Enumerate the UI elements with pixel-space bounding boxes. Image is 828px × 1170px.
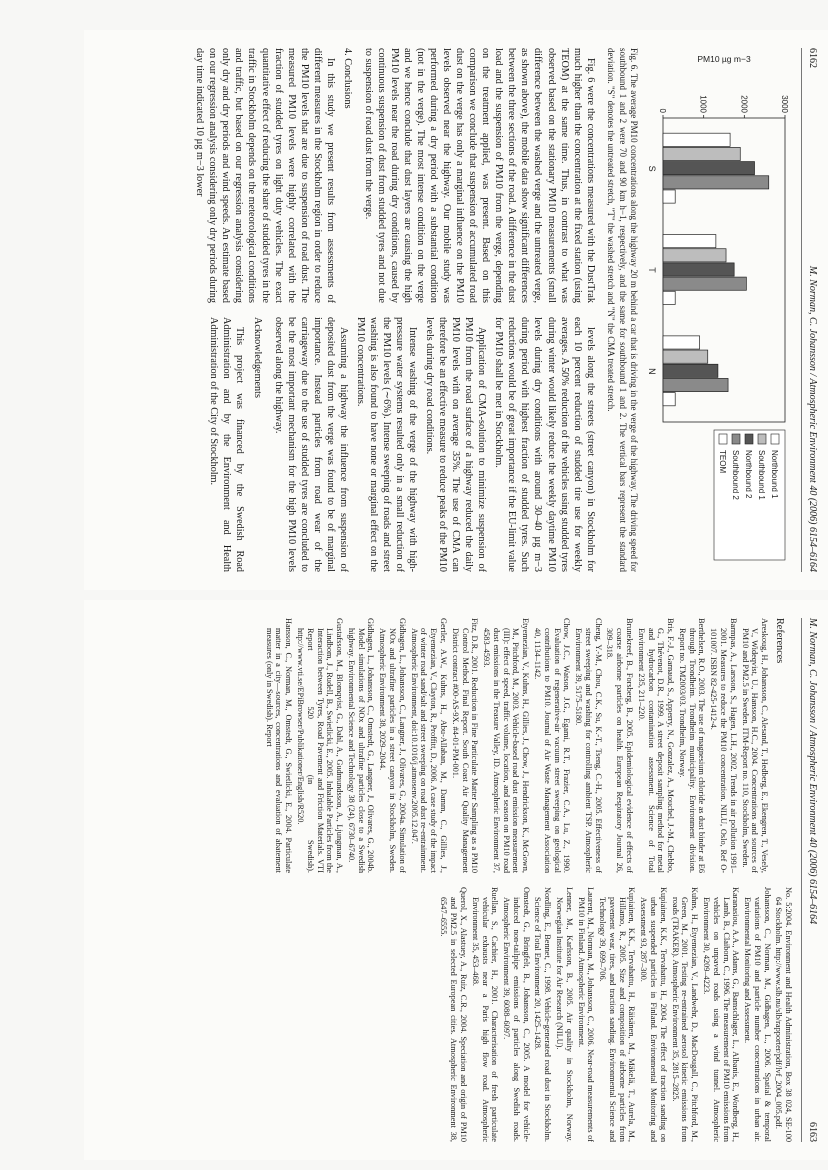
reference-entry: Fitz, D.R., 2001. Reduction in Fine Particulate Matter Sampling as a PM10 Control Method. Final Report. South Coast Air Quality Management District contract #00-AS-9X. #4-01-PM-001. <box>450 618 480 873</box>
legend-swatch <box>719 434 727 444</box>
category-label: T <box>647 267 658 273</box>
bar <box>663 249 726 262</box>
reference-entry: Ruellan, S., Cachier, H., 2001. Characterisation of fresh particulate vehicular exhausts near a Paris high flow road. Atmospheric Environment 35, 453–468. <box>470 887 500 1142</box>
section-heading-references: References <box>774 618 786 664</box>
bar <box>663 291 675 304</box>
running-head-title: M. Norman, C. Johansson / Atmospheric Environment 40 (2006) 6154–6164 <box>807 265 818 572</box>
acknowledgement-text: This project was financed by the Swedish Road Administration and by the Environment and Health Administration of the City of Stockholm. <box>208 317 246 572</box>
bar <box>663 147 740 160</box>
running-head <box>801 618 818 1142</box>
reference-entry: Chow, J.C., Watson, J.G., Egami, R.T., Frazier, C.A., Lu, Z., 1990. Evaluation of regenerative-air vacuum street sweeping on geological contributions to PM10. Journal of Air Waste Management Association 40, 1134–1142. <box>532 618 572 873</box>
legend-swatch <box>732 434 740 444</box>
body-paragraph: Intense washing of the verge of the highway with high-pressure water systems resulted only in a small reduction of the PM10 levels (∼6%). Intense sweeping of roads and street washing is also found to have none or marginal effect on the PM10 concentrations. <box>354 317 419 572</box>
y-tick-label: 1000 <box>698 95 708 113</box>
body-paragraph: In this study we present results from assessments of different measures in the Stockholm region in order to reduce the PM10 levels that are due to suspension of road dust. The measured PM10 levels were highly correlated with the fraction of studded tyres on light duty vehicles. The exact quantitative effect of reducing the share of studded tyres in the traffic in Stockholm depends on the meteorological conditions and traffic, but based on our regression analysis considering only dry and dry periods and wind speeds. An estimate based on our regression analysis considering only dry periods during day time indicated 10 µg m−3 lower <box>194 48 336 303</box>
reference-entry: Etyemezian, V., Kuhns, H., Gillies, J., Chow, J., Hendrickson, K., McGown, M., Pitchford, M., 2003. Vehicle-based road dust emission measurement (III): effect of speed, traffic volume, location, and season on PM10 road dust emissions in the Treasure Valley, ID. Atmospheric Environment 37, 4583–4593. <box>482 618 531 873</box>
reference-entry: Nordling, E., Bennet, C., 1998. Vehicle-generated road dust in Stockholm. Science of Total Environment 20, 1425–1428. <box>533 887 553 1142</box>
bar <box>663 393 675 406</box>
bar <box>663 162 755 175</box>
reference-entry: Kuhns, H., Etyemezian, V., Landwehr, D., MacDougall, C., Pitchford, M., Green, M., 2001. Testing re-entrained aerosol kinetic emissions from roads (TRAKER). Atmospheric Environment 35, 2815–2825. <box>670 887 700 1142</box>
bar <box>663 190 675 203</box>
reference-entry: Areskoug, H., Johansson, C., Alesand, T., Hedberg, E., Ekengren, T., Vesely, V., Wideqvist, U., Hansson, H.C., 2004. Concentrations and sources of PM10 and PM2.5 in Sweden. ITM-Report no. 110, Stockholm, Sweden. <box>740 618 770 873</box>
reference-entry: Gertler, A.W., Kuhns, H., Abu-Allaban, M., Damm, C., Gillies, J., Etyemezian, V., Clayton, R., Proffitt, D., 2006. A case study of the impact of winter road sand/salt and street sweeping on road dust re-entrainment. Atmospheric Environment, doi:10.1016/j.atmosenv.2005.12.047. <box>409 618 448 873</box>
legend-swatch <box>758 434 766 444</box>
reference-list <box>264 618 769 873</box>
bar <box>663 235 716 248</box>
legend-label: Northbound 2 <box>744 450 754 499</box>
reference-entry: Johansson, C., Norman, M., Gidhagen, L., 2006. Spatial & temporal variations of PM10 and particle number concentrations in urban air. Environmental Monitoring and Assessment. <box>743 887 772 1142</box>
y-axis-label: PM10 µg m−3 <box>697 54 751 64</box>
y-tick-label: 3000 <box>780 95 790 113</box>
reference-entry: No. 5:2004. Environment and Health Administration, Box 38 024, SE-100 64 Stockholm. http://www.slb.nu/slb/rapporter/pdf/lvf_2004_005.pdf. <box>774 887 794 1142</box>
bar <box>663 277 746 290</box>
page-number: 6162 <box>807 48 818 68</box>
page-number: 6163 <box>807 1122 818 1142</box>
reference-entry: Barmpas, A., Larsson, S., Hagen, L.H., 2002. Trends in air pollution 1991–2001. Measures to reduce the PM10 concentration. NILU, Oslo, Ref O-101007. ISBN 82-425-1412-4. <box>709 618 738 873</box>
reference-entry: Gidhagen, L., Johansson, C., Langner, J., Olivares, G., 2004a. Simulation of NOx and ultrafine particles in a street canyon in Stockholm, Sweden. Atmospheric Environment 38, 2029–2044. <box>378 618 407 873</box>
category-label: S <box>647 165 658 172</box>
legend-label: Northbound 1 <box>770 450 780 499</box>
bar-chart-svg <box>643 48 793 572</box>
running-head-title: M. Norman, C. Johansson / Atmospheric Environment 40 (2006) 6154–6164 <box>807 618 818 925</box>
journal-page-6163 <box>84 600 828 1160</box>
column-right <box>189 317 596 572</box>
legend-label: Southbound 2 <box>731 450 741 500</box>
legend-swatch <box>745 434 753 444</box>
figure-6-chart <box>643 48 793 572</box>
bar <box>663 364 718 377</box>
references-column-right <box>262 887 793 1142</box>
reference-entry: Gustafsson, M., Blomqvist, G., Dahl, A., Gudmundsson, A., Ljungman, A., Lindbom, J., Rudell, B., Swietlicki, E., 2005. Inhalable Particles from the Interaction between Tyres, Road Pavement and Friction Materials. VTI Report 520 (in Swedish). http://www.vti.se/EPiBrowser/Publikationer/English/R520. <box>296 618 345 873</box>
section-heading-acknowledgements: Acknowledgements <box>251 317 263 398</box>
bar <box>663 350 708 363</box>
reference-entry: Karanasiou, A.A., Adams, G., Bamschlager, L., Albanis, E., Wordberg, H., Lamb, B., Claiborn, C., 1996. The measurement of PM10 emissions from vehicles on unpaved roads using a wind tunnel. Atmospheric Environment 30, 4209–4223. <box>701 887 741 1142</box>
y-tick-label: 2000 <box>739 95 749 113</box>
reference-entry: Hansson, C., Norman, M., Omstedt, G., Swietlicki, E., 2004. Particulate matter in a city—sources, concentrations and evaluation of abatement measures (only in Swedish). Report <box>264 618 294 873</box>
reference-list <box>439 887 794 1142</box>
legend-label: TEOM <box>718 450 728 474</box>
figure-caption: Fig. 6. The average PM10 concentrations along the highway 20 m behind a car that is driving in the verge of the highway. The driving speed for southbound 1 and 2 were 70 and 90 km h−1, respectively, and the same for southbound 1 and 2. The vertical bars represent the standard deviation. "S" denotes the untreated stretch, "T" the washed stretch and "N" the CMA treated stretch. <box>606 48 640 572</box>
bar <box>663 133 730 146</box>
bar <box>663 336 700 349</box>
category-label: N <box>647 368 658 375</box>
reference-entry: Cheng, Y.-M., Chou, C.K., Su, K.-T., Tseng, C.-H., 2005. Effectiveness of street sweeping and washing for controlling ambient TSP. Atmospheric Environment 39, 5175–5180. <box>574 618 603 873</box>
body-paragraph: Fig. 6 were the concentrations measured with the DustTrak much higher than the concentration at the fixed station (using TEOM) at the same time. Thus, in contrast to what was observed based on the stationary PM10 measurements (small difference between the washed verge and the untreated verge, as shown above), the mobile data show significant differences between the three sections of the road. A difference in the dust load and the suspension of PM10 from the verge, depending on the treatment applied, was present. Based on this comparison we conclude that suspension of accumulated road dust on the verge has only a marginal influence on the PM10 levels observed near the highway. Our mobile study was performed during a dry period with a substantial condition (not in the verge). The most intense condition on the verge and we hence conclude that dust layers are causing the high PM10 levels near the road during dry conditions, caused by continuous suspension of dust from studded tyres and not due to suspension of road dust from the verge. <box>362 48 596 303</box>
references-column-left <box>262 618 793 873</box>
bar <box>663 263 734 276</box>
bar <box>663 378 728 391</box>
reference-entry: Kupiainen, K.K., Tervahattu, H., Räisänen, M., Mäkelä, T., Aurela, M., Hillamo, R., 2005. Size and composition of airborne particles from pavement wear, tires, and traction sanding. Environmental Science and Technology 39, 699–706. <box>598 887 637 1142</box>
reference-entry: Kupiainen, K.K., Tervahattu, H., 2004. The effect of traction sanding on urban suspended particles in Finland. Environmental Monitoring and Assessment 93, 287–300. <box>639 887 668 1142</box>
reference-entry: Brunekreef, B., Forsberg, B., 2005. Epidemiological evidence of effects of coarse airborne particles on health. European Respiratory Journal 26, 309–318. <box>605 618 635 873</box>
reference-entry: Omstedt, G., Bringfelt, B., Johansson, C., 2005. A model for vehicle-induced non-tailpipe emissions of particles along Swedish roads. Atmospheric Environment 39, 6088–6097. <box>502 887 531 1142</box>
body-paragraph: levels along the streets (street canyon) in Stockholm for each 10 percent reduction of studded tire use for weekly averages. A 50% reduction of the vehicles using studded tyres during winter would likely reduce the weekly daytime PM10 levels during dry conditions with around 30–40 µg m−3 during period with highest fraction of studded tyres. Such reductions would be of great importance if the EU-limit value for PM10 shall be met in Stockholm. <box>493 317 596 572</box>
reference-entry: Gidhagen, L., Johansson, C., Omstedt, G., Langner, J., Olivares, G., 2004b. Model simulations of NOx and ultrafine particles close to a Swedish highway. Environmental Science and Technology 38 (24), 6730–6740. <box>346 618 376 873</box>
reference-entry: Lenner, M., Karlsson, B., 2005. Air quality in Stockholm, Norway. Norwegian Institute for Air Research (NILU). <box>555 887 574 1142</box>
journal-page-6162 <box>84 30 828 590</box>
reference-entry: Berthelsen, R.O., 2003. The use of magnesium chloride as dust binder at E6 through Trondheim. Trondheim municipality. Environment division. Report no. TM2003/03. Trondheim, Norway. <box>677 618 707 873</box>
body-paragraph: Assuming a highway the influence from suspension of deposited dust from the verge was found to be of marginal importance. Instead particles from road wear of the carriageway due to the use of studded tyres are concluded to be the most important mechanism for the high PM10 levels observed along the highway. <box>272 317 349 572</box>
reference-entry: Querol, X., Alastuey, A., Ruiz, C.R., 2004. Speciation and origin of PM10 and PM2.5 in selected European cities. Atmospheric Environment 38, 6547–6555. <box>439 887 468 1142</box>
y-tick-label: 0 <box>658 108 668 113</box>
body-paragraph: Application of CMA-solution to minimize suspension of PM10 from the road surface of a highway reduced the daily PM10 levels with on average 35%. The use of CMA can therefore be an effective measure to reduce peaks of the PM10 levels during dry road conditions. <box>424 317 488 572</box>
reference-entry: Laurent, M., Norman, M., Johansson, C., 2006. Near-road measurements of PM10 in Finland. Atmospheric Environment. <box>576 887 596 1142</box>
legend-swatch <box>771 434 779 444</box>
running-head <box>801 48 818 572</box>
bar <box>663 176 769 189</box>
legend-label: Southbound 1 <box>757 450 767 500</box>
column-left <box>189 48 596 303</box>
section-heading-conclusions: 4. Conclusions <box>341 48 353 109</box>
reference-entry: Bris, F.-J., Garnaud, S., Apperry, N., Gonzalez, A., Mouchel, J.-M., Chebbo, G., Thévenot, D.R., 1999. A street deposit sampling method for metal and hydrocarbon contamination assessment. Science of Total Environment 235, 211–220. <box>636 618 676 873</box>
